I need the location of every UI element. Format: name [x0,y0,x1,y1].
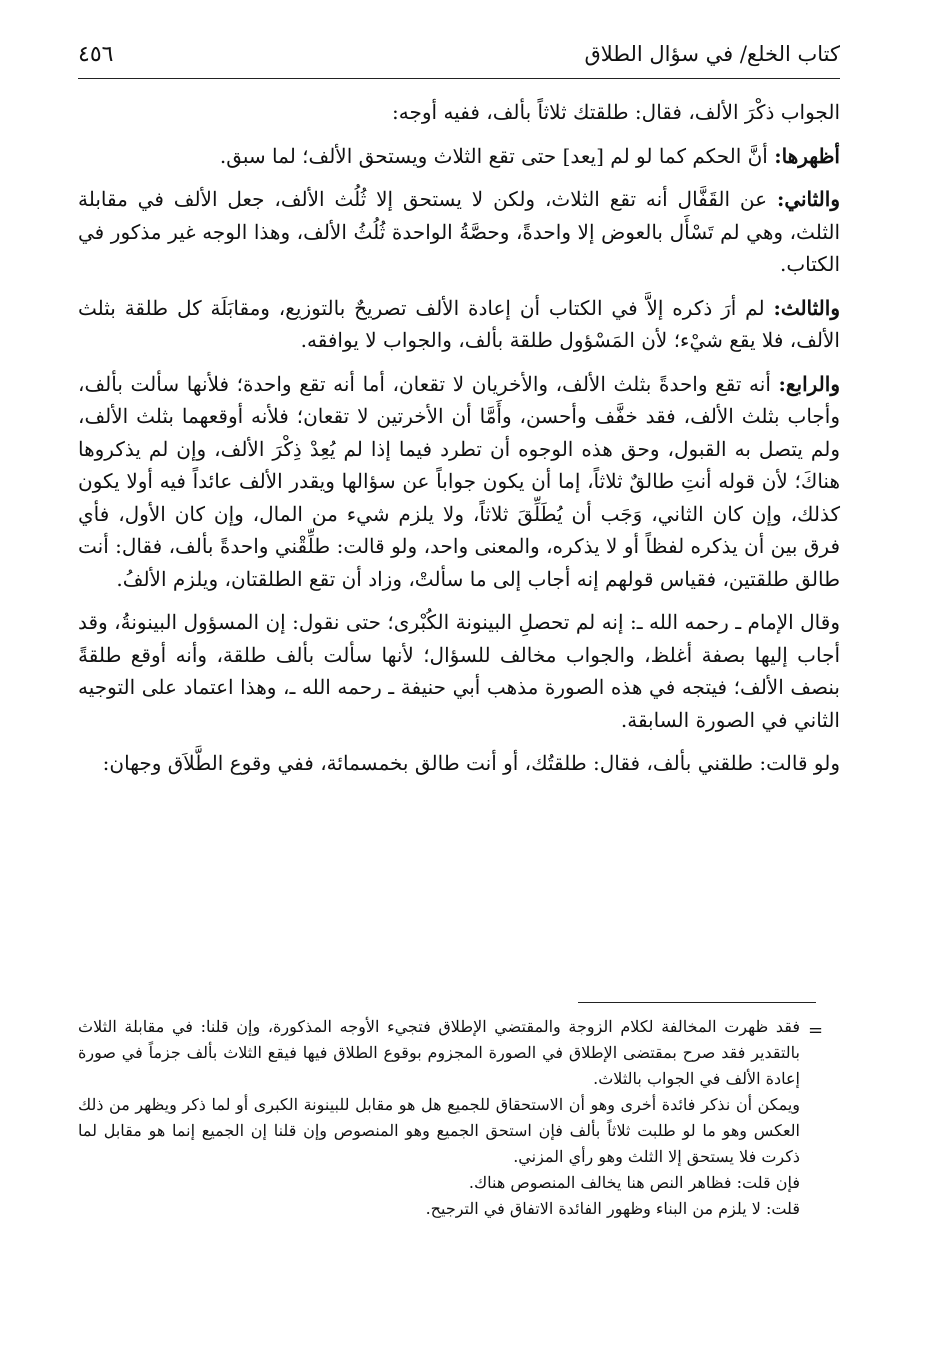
main-text [78,96,840,791]
paragraph-text: وقال الإمام ـ رحمه الله ـ: إنه لم تحصلِ البينونة الكُبْرى؛ حتى نقول: إن المسؤول البينونةُ، وقد أجاب إليها بصفة أغلظ، والجواب مخالف للسؤال؛ لأنها سألت بألف طلقة، وأنه أوقع طلقةً بنصف الألف؛ فيتجه في هذه الصورة مذهب أبي حنيفة ـ رحمه الله ـ، وهذا اعتماد على التوجيه الثاني في الصورة السابقة. [78,610,840,732]
paragraph-label: والثالث: [773,295,840,320]
header-title: كتاب الخلع/ في سؤال الطلاق [584,42,840,66]
paragraph-text: ولو قالت: طلقني بألف، فقال: طلقتُك، أو أنت طالق بخمسمائة، ففي وقوع الطَّلاَق وجهان: [102,751,840,775]
footnote-continuation-marker: = [808,1020,824,1041]
paragraph [78,606,840,736]
paragraph-text: لم أرَ ذكره إلاَّ في الكتاب أن إعادة الألف تصريحٌ بالتوزيع، ومقابَلَة كل طلقة بثلث الألف، فلا يقع شيْء؛ لأن المَسْؤول طلقة بألف، والجواب لا يوافقه. [78,295,840,352]
paragraph-label: والثاني: [776,187,840,211]
running-header [78,38,840,79]
paragraph [78,96,840,129]
footnotes [78,1014,800,1222]
paragraph-text: أنه تقع واحدةً بثلث الألف، والأخريان لا تقعان، أما أنه تقع واحدة؛ فلأنها سألت بألف، وأجاب بثلث الألف، فقد خفَّف وأحسن، وأَمَّا أن الأخرتين لا تقعان؛ فلأنه أوقعهما بثلث الألف، ولم يتصل به القبول، وحق هذه الوجوه أن تطرد فيما إذا لم يُعِدْ ذِكْرَ الألف، وإن لم يذكروها هناكَ؛ لأن قوله أنتِ طالقٌ ثلاثاً، إما أن يكون جواباً عن سؤالها ويقدر الألف عائداً فيه أولا يكون كذلك، وإن كان الثاني، وَجَب أن يُطَلِّقَ ثلاثاً، ولا يلزم شيء من المال، وإن كان الأول، فأي فرق بين أن يذكره لفظاً أو لا يذكره، والمعنى واحد، ولو قالت: طلِّقْني واحدةً بألف، فقال: أنت طالق طلقتين، فقياس قولهم إنه أجاب إلى ما سألتْ، وزاد أن تقع الطلقتان، ويلزم الألفُ. [78,371,840,591]
footnote-separator [578,1002,816,1003]
paragraph-label: والرابع: [778,371,840,396]
paragraph [78,368,840,596]
paragraph-label: أظهرها: [774,143,840,168]
footnote-paragraph: ويمكن أن نذكر فائدة أخرى وهو أن الاستحقاق للجميع هل هو مقابل للبينونة الكبرى أو لما ذكر ويظهر من ذلك العكس وهو ما لو طلبت ثلاثاً بألف فإن استحق الجميع وهو المنصوص وإن قلنا إن الجميع إنما هو مقابل لما ذكرت فلا يستحق إلا الثلث وهو رأي المزني. [78,1095,800,1166]
footnote-paragraph: قلت: لا يلزم من البناء وظهور الفائدة الاتفاق في الترجيح. [425,1199,800,1218]
page-number: ٤٥٦ [78,42,114,67]
paragraph [78,140,840,173]
paragraph [78,747,840,780]
paragraph-text: عن القَفَّال أنه تقع الثلاث، ولكن لا يستحق إلا ثُلُث الألف، جعل الألف في مقابلة الثلث، وهي لم تَسْأَل بالعوض إلا واحدةً، وحصَّةُ الواحدة ثُلُثُ الألف، وهذا الوجه غير مذكور في الكتاب. [78,187,840,276]
paragraph [78,183,840,281]
paragraph-text: أنَّ الحكم كما لو لم [يعد] حتى تقع الثلاث ويستحق الألف؛ لما سبق. [219,143,775,168]
footnote-paragraph: فإن قلت: فظاهر النص هنا يخالف المنصوص هناك. [468,1173,800,1192]
footnote-paragraph: فقد ظهرت المخالفة لكلام الزوجة والمقتضي الإطلاق فتجيء الأوجه المذكورة، وإن قلنا: في مقابلة الثلاث بالتقدير فقد صرح بمقتضى الإطلاق في الصورة المجزوم بوقوع الطلاق فيها فيقع الثلاث بألف جزماً في صورة إعادة الألف في الجواب بالثلاث. [78,1017,800,1088]
paragraph-text: الجواب ذكْرَ الألف، فقال: طلقتك ثلاثاً بألف، ففيه أوجه: [392,100,840,124]
paragraph [78,292,840,357]
